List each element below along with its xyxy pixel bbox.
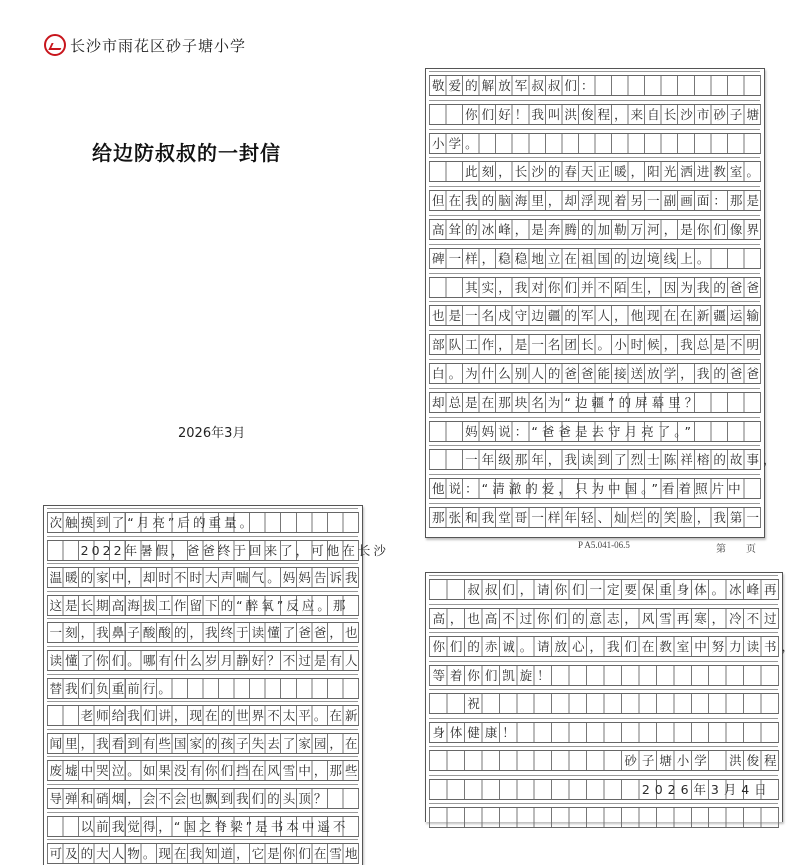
handwritten-line: 废墟中哭泣。如果没有你们挡在风雪中，那些 bbox=[49, 763, 361, 779]
grid-row bbox=[47, 816, 359, 837]
handwritten-line: 你们好！我叫洪俊程，来自长沙市砂子塘 bbox=[432, 106, 764, 122]
handwritten-line: 2026年3月4日 bbox=[432, 781, 772, 797]
handwritten-line: 那张和我堂哥一样年轻、灿烂的笑脸，我第一 bbox=[432, 510, 764, 525]
grid-row bbox=[47, 788, 359, 809]
handwritten-line: 也是一名戍守边疆的军人，他现在在新疆运输 bbox=[432, 308, 764, 324]
handwritten-line: 读懂了你们。哪有什么岁月静好？不过是有人 bbox=[49, 653, 361, 668]
grid-row bbox=[47, 760, 359, 781]
grid-row bbox=[429, 392, 761, 413]
grid-row bbox=[429, 507, 764, 528]
handwritten-line: 妈妈说：“爸爸是去守月亮了。” bbox=[432, 423, 696, 439]
grid-row bbox=[429, 104, 764, 125]
letter-page-3 bbox=[425, 572, 799, 822]
handwritten-line: 但在我的脑海里，却浮现着另一副画面：那是 bbox=[432, 193, 764, 209]
grid-row bbox=[47, 512, 359, 533]
handwritten-line: 碑一样，稳稳地立在祖国的边境线上。 bbox=[432, 250, 714, 266]
grid-row bbox=[429, 133, 761, 154]
school-header bbox=[44, 34, 246, 56]
page-number-label: 第 页 bbox=[716, 544, 756, 555]
grid-row bbox=[429, 722, 779, 743]
grid-row bbox=[47, 650, 359, 671]
grid-row bbox=[429, 636, 799, 657]
grid-row bbox=[47, 678, 359, 699]
page-code: P A5.041-06.5 bbox=[578, 540, 630, 550]
handwritten-line: 高耸的冰峰，是奔腾的加勒万河，是你们像界 bbox=[432, 222, 764, 237]
grid-row bbox=[429, 665, 779, 686]
handwritten-line: 老师给我们讲，现在的世界不太平。在新 bbox=[49, 708, 361, 724]
grid-row bbox=[47, 595, 359, 616]
grid-row bbox=[47, 540, 389, 561]
handwritten-line bbox=[429, 808, 432, 827]
grid-row bbox=[429, 334, 764, 355]
school-emblem-icon bbox=[44, 34, 66, 56]
grid-row bbox=[429, 750, 782, 771]
handwritten-line: 一刻，我鼻子酸酸的，我终于读懂了爸爸，也 bbox=[49, 625, 361, 641]
handwritten-line: 一年级那年，我读到了烈士陈祥榕的故事， bbox=[432, 452, 780, 468]
handwritten-line: 部队工作，是一名团长。小时候，我总是不明 bbox=[432, 337, 764, 353]
handwritten-line: 等着你们凯旋！ bbox=[432, 667, 555, 683]
grid-row bbox=[47, 733, 359, 754]
grid-row bbox=[429, 478, 761, 499]
handwritten-line: 叔叔们，请你们一定要保重身体。冰峰再 bbox=[432, 582, 782, 597]
handwritten-line: 以前我觉得，“国之脊梁”是书本中遥不 bbox=[49, 818, 349, 834]
handwritten-line: 却总是在那块名为“边疆”的屏幕里？ bbox=[432, 394, 702, 410]
grid-row bbox=[429, 693, 779, 714]
letter-page-1 bbox=[425, 68, 780, 538]
handwritten-line: 身体健康！ bbox=[432, 724, 520, 740]
letter-date: 2026年3月 bbox=[178, 426, 246, 441]
grid-row bbox=[429, 779, 779, 800]
handwritten-line: 他说：“清澈的爱，只为中国。”看着照片中 bbox=[432, 481, 745, 497]
grid-row bbox=[429, 579, 782, 600]
letter-page-2 bbox=[43, 505, 389, 865]
handwritten-line: 白。为什么别人的爸爸能接送放学，我的爸爸 bbox=[432, 366, 764, 381]
grid-row bbox=[47, 705, 359, 726]
handwritten-line: 砂子塘小学 洪俊程 bbox=[432, 753, 782, 768]
handwritten-line: 导弹和硝烟，会不会也飘到我们的头顶？ bbox=[49, 791, 330, 806]
grid-row bbox=[429, 219, 764, 240]
letter-title: 给边防叔叔的一封信 bbox=[92, 141, 281, 165]
grid-row bbox=[47, 567, 359, 588]
grid-row bbox=[429, 421, 761, 442]
grid-row bbox=[429, 449, 780, 470]
handwritten-line: 温暖的家中，却时不时大声喘气。妈妈告诉我 bbox=[49, 570, 361, 586]
grid-row bbox=[47, 622, 359, 643]
grid-row bbox=[429, 190, 764, 211]
handwritten-line: 2022年暑假，爸爸终于回来了，可他在长沙 bbox=[49, 542, 389, 558]
grid-row bbox=[429, 277, 764, 298]
grid-row bbox=[47, 843, 359, 864]
grid-row bbox=[429, 608, 782, 629]
school-name: 长沙市雨花区砂子塘小学 bbox=[70, 36, 247, 55]
handwritten-line: 其实，我对你们并不陌生，因为我的爸爸 bbox=[432, 279, 764, 295]
handwritten-line: 高，也高不过你们的意志，风雪再寒，冷不过 bbox=[432, 610, 782, 626]
grid-row bbox=[429, 807, 779, 828]
grid-row bbox=[429, 75, 761, 96]
handwritten-line: 次触摸到了“月亮”后的重量。 bbox=[49, 515, 256, 530]
handwritten-line: 你们的赤诚。请放心，我们在教室中努力读书， bbox=[432, 639, 799, 654]
handwritten-line: 这是长期高海拔工作留下的“醉氧”反应。那 bbox=[49, 597, 349, 613]
handwritten-line: 可及的大人物。现在我知道，它是你们在雪地 bbox=[49, 846, 361, 862]
handwritten-line: 敬爱的解放军叔叔们： bbox=[432, 78, 598, 93]
handwritten-line: 闻里，我看到有些国家的孩子失去了家园，在 bbox=[49, 735, 361, 751]
grid-row bbox=[429, 248, 761, 269]
handwritten-line: 小学。 bbox=[432, 135, 482, 151]
grid-row bbox=[429, 161, 764, 182]
grid-row bbox=[429, 363, 764, 384]
handwritten-line: 祝 bbox=[432, 696, 485, 711]
handwritten-line: 此刻，长沙的春天正暖，阳光洒进教室。 bbox=[432, 164, 764, 180]
handwritten-line: 替我们负重前行。 bbox=[49, 680, 174, 696]
grid-row bbox=[429, 305, 764, 326]
